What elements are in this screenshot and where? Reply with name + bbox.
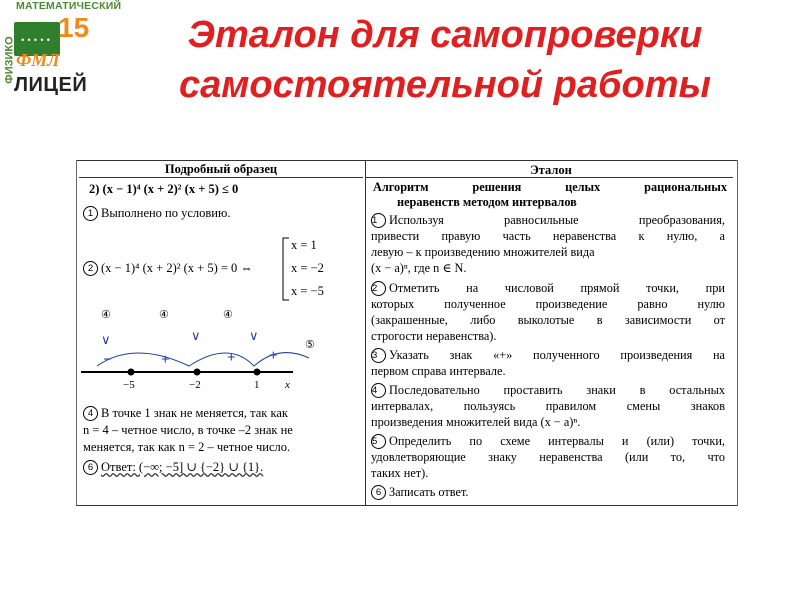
- column-divider: [365, 160, 366, 506]
- algo-line: Последовательно проставить знаки в остальных: [389, 383, 725, 397]
- step-4-line-1: [83, 406, 288, 421]
- step-2-equation: (x − 1)⁴ (x + 2)² (x + 5) = 0 ⇔: [101, 261, 253, 275]
- interval-sign: +: [269, 348, 278, 364]
- step-4-line-2: n = 4 – четное число, в точке –2 знак не: [83, 423, 293, 437]
- step-2: [83, 261, 253, 276]
- algo-line: таких нет).: [371, 466, 429, 480]
- interval-sign: +: [227, 350, 236, 366]
- slide-title: [100, 10, 790, 110]
- step-number-icon: 5: [371, 434, 386, 449]
- logo-bottom-word: ЛИЦЕЙ: [14, 74, 88, 96]
- step-1-text: Выполнено по условию.: [101, 206, 231, 220]
- step-2-line: [371, 280, 725, 297]
- root-point: [128, 369, 135, 376]
- algo-line: Отметить на числовой прямой точки, при: [389, 281, 725, 295]
- system-bracket-icon: [279, 236, 291, 302]
- step-number-icon: 1: [83, 206, 98, 221]
- algo-line: привести правую часть неравенства к нулю, а: [371, 229, 725, 243]
- reference-header: Эталон: [530, 163, 572, 177]
- step-4-line: [371, 382, 725, 399]
- step-number-icon: 6: [371, 485, 386, 500]
- root-3: x = −5: [291, 284, 324, 298]
- root-point: [194, 369, 201, 376]
- step-4-line-3: меняется, так как n = 2 – четное число.: [83, 440, 291, 454]
- step-number-icon: 4: [83, 406, 98, 421]
- school-logo: [0, 0, 122, 100]
- algo-line: Используя равносильные преобразования,: [389, 213, 725, 227]
- axis-variable: x: [285, 379, 290, 391]
- step-1: [83, 206, 230, 221]
- logo-side-word: ФИЗИКО: [3, 36, 16, 84]
- step-1-line: [371, 212, 725, 229]
- no-sign-change-cup: ∨: [101, 332, 111, 347]
- step-number-icon: 4: [371, 383, 386, 398]
- reference-sheet: [76, 160, 738, 506]
- root-point: [254, 369, 261, 376]
- step-4-marker: ④: [159, 309, 169, 321]
- step-number-icon: 3: [371, 348, 386, 363]
- logo-number: 15: [58, 12, 90, 43]
- step-3-line: [371, 347, 725, 364]
- title-line-2: самостоятельной работы: [179, 64, 711, 106]
- algo-line: (закрашенные, либо выколотые в зависимости от: [371, 313, 725, 327]
- root-2: x = −2: [291, 261, 324, 275]
- task-text: 2) (x − 1)⁴ (x + 2)² (x + 5) ≤ 0: [89, 182, 239, 196]
- algorithm-title-1: Алгоритм решения целых рациональных: [373, 180, 727, 194]
- step-4-marker: ④: [223, 309, 233, 321]
- reference-header-rule: [365, 177, 733, 178]
- step-number-icon: 2: [371, 281, 386, 296]
- algo-line: которых полученное произведение равно нулю: [371, 297, 725, 311]
- algo-line: первом справа интервале.: [371, 364, 506, 378]
- algo-line: строгости неравенства).: [371, 329, 497, 343]
- algo-line: Определить по схеме интервалы и (или) точки,: [389, 434, 725, 448]
- sample-header-rule: [79, 177, 363, 178]
- logo-abbrev: ФМЛ: [16, 50, 60, 70]
- algo-line: произведения множителей вида (x − a)ⁿ.: [371, 415, 581, 429]
- interval-sign: −: [103, 352, 112, 368]
- algo-line: Записать ответ.: [389, 485, 469, 499]
- step-6: [83, 459, 263, 475]
- step-number-icon: 6: [83, 460, 98, 475]
- point-label: −2: [189, 379, 201, 391]
- root-1: x = 1: [291, 238, 317, 252]
- step-4-text-1: В точке 1 знак не меняется, так как: [101, 406, 288, 420]
- step-5-marker: ⑤: [305, 339, 315, 351]
- algorithm-title-2: неравенств методом интервалов: [397, 195, 577, 209]
- interval-sign: +: [161, 352, 170, 368]
- algo-line: удовлетворяющие знаку неравенства (или то, что: [371, 450, 725, 464]
- no-sign-change-cup: ∨: [191, 328, 201, 343]
- title-line-1: Эталон для самопроверки: [187, 14, 703, 56]
- step-number-icon: 2: [83, 261, 98, 276]
- step-number-icon: 1: [371, 213, 386, 228]
- reference-column: [369, 160, 733, 506]
- algo-line: Указать знак «+» полученного произведения на: [389, 348, 725, 362]
- no-sign-change-cup: ∨: [249, 328, 259, 343]
- step-6-line: [371, 484, 469, 501]
- step-5-line: [371, 433, 725, 450]
- point-label: −5: [123, 379, 135, 391]
- logo-dots-icon: •••••: [20, 36, 53, 46]
- logo-school-word: МАТЕМАТИЧЕСКИЙ: [16, 0, 122, 12]
- algo-line: интервалах, пользуясь правилом смены знаков: [371, 399, 725, 413]
- point-label: 1: [254, 379, 260, 391]
- algo-line: левую – к произведению множителей вида: [371, 245, 595, 259]
- sample-header: Подробный образец: [164, 162, 278, 176]
- answer-text: Ответ: (−∞; −5] ∪ {−2} ∪ {1}.: [101, 460, 264, 474]
- step-4-marker: ④: [101, 309, 111, 321]
- sample-column: [79, 160, 363, 506]
- number-line-diagram: [79, 300, 363, 400]
- algo-line: (x − a)ⁿ, где n ∈ N.: [371, 261, 467, 275]
